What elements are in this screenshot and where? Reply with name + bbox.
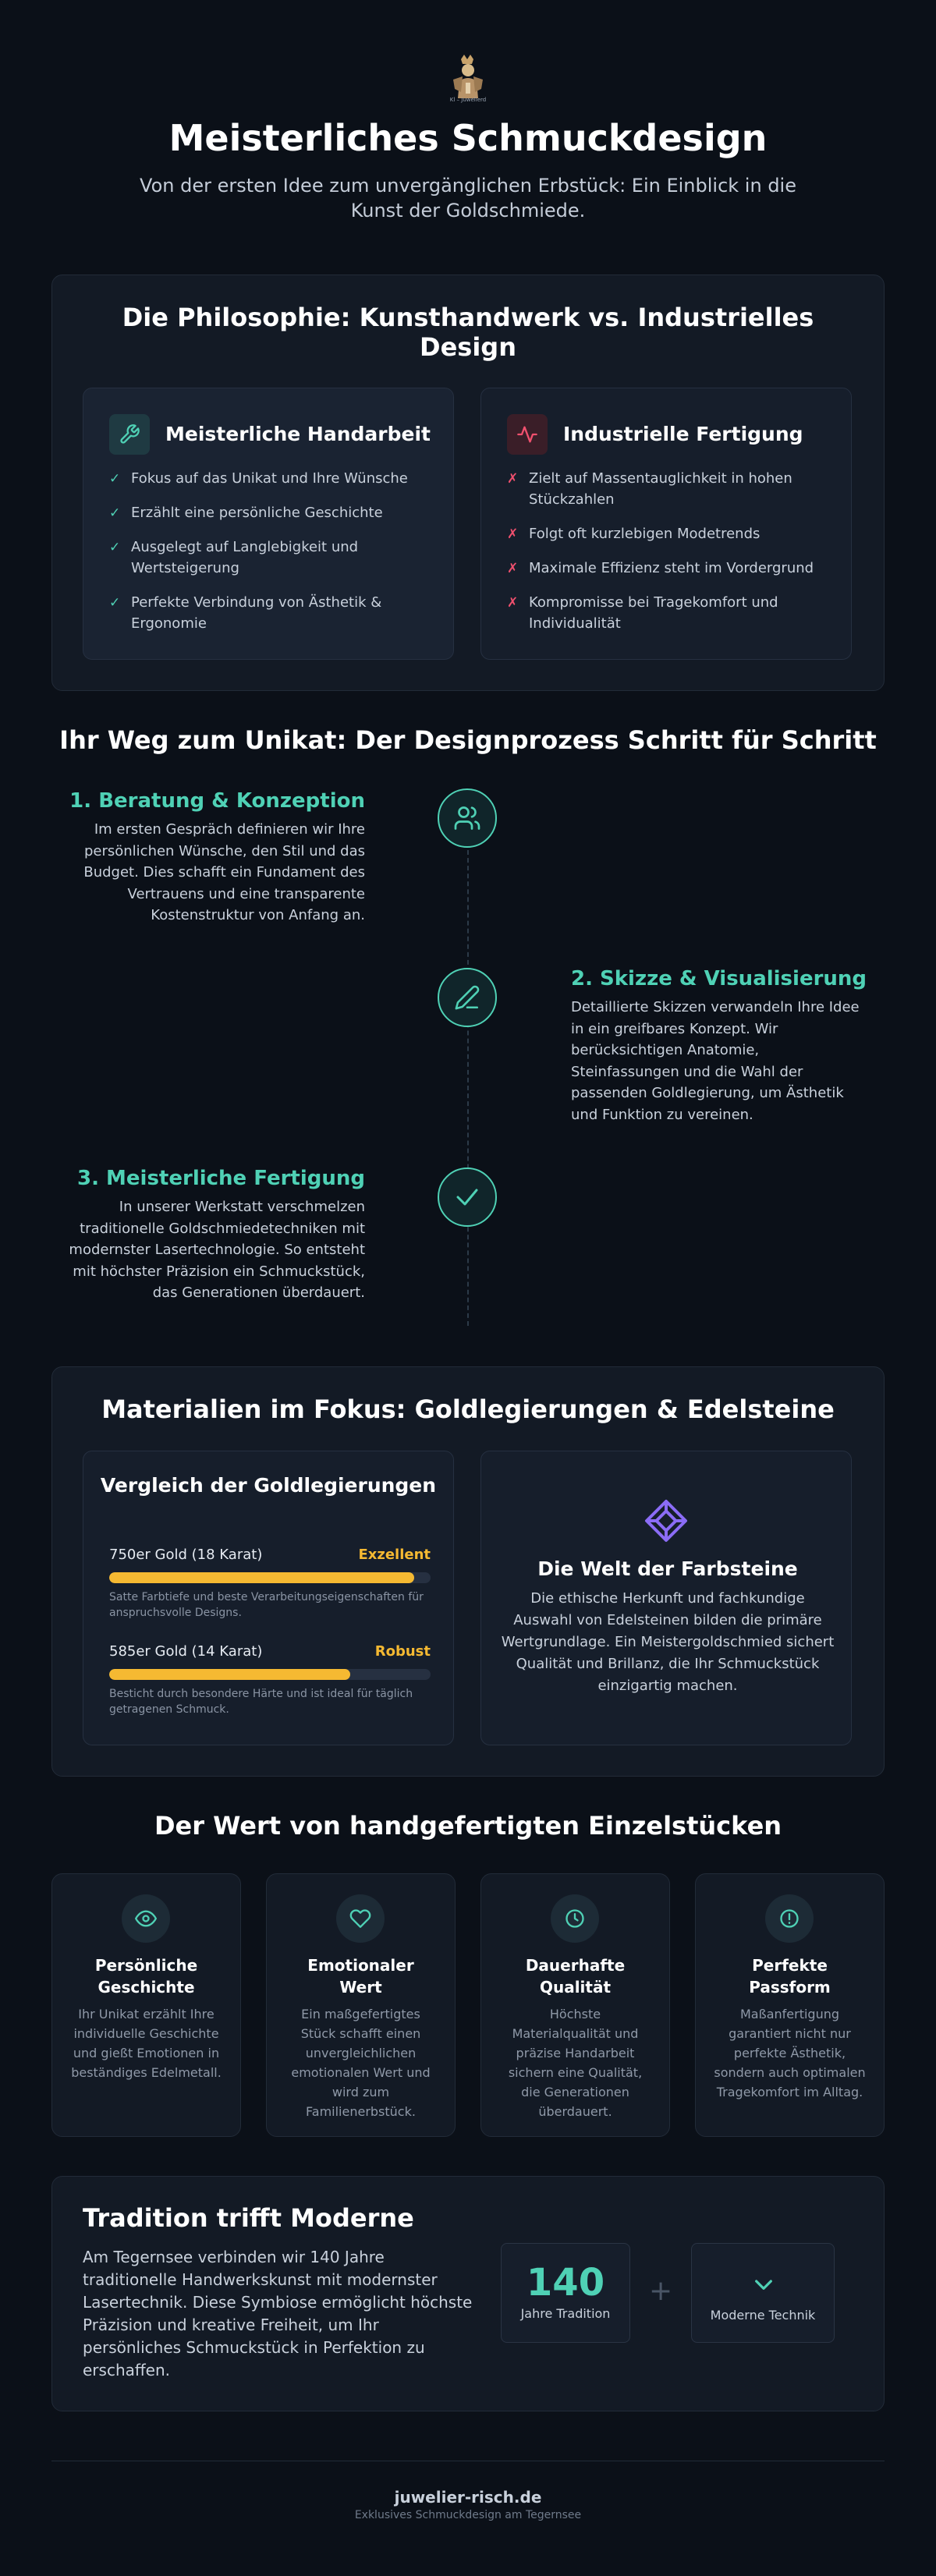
pulse-icon [507, 414, 548, 455]
gold-585-label: 585er Gold (14 Karat) [109, 1643, 263, 1660]
footer-site-name: juwelier-risch.de [394, 2488, 542, 2507]
handcraft-list [109, 468, 437, 647]
gold-title: Vergleich der Goldlegierungen [100, 1474, 437, 1497]
step-1-title: 1. Beratung & Konzeption [69, 789, 365, 813]
handcraft-title: Meisterliche Handarbeit [165, 423, 431, 445]
gold-750-label: 750er Gold (18 Karat) [109, 1547, 263, 1563]
users-icon [438, 788, 497, 848]
cross-mark-icon: ✗ [507, 526, 519, 542]
diamond-icon [643, 1497, 690, 1544]
years-number: 140 [526, 2261, 605, 2305]
gold-585-note: Besticht durch besondere Härte und ist ideal für täglich getragenen Schmuck. [109, 1688, 413, 1716]
years-label: Jahre Tradition [520, 2306, 611, 2321]
timeline-line [467, 850, 469, 1326]
check-mark-icon: ✓ [109, 540, 121, 555]
tradition-text: Am Tegernsee verbinden wir 140 Jahre traditionelle Handwerkskunst mit modernster Lasertechnik. Diese Symbiose ermöglicht höchste Präzision und kreative Freiheit, um Ihr persönliches Schmuckstück in Perfektion zu erschaffen. [83, 2248, 473, 2379]
step-3-title: 3. Meisterliche Fertigung [77, 1167, 365, 1190]
plus-sign: + [649, 2275, 673, 2307]
alert-circle-icon [765, 1894, 814, 1943]
cross-mark-icon: ✗ [507, 471, 519, 487]
philosophy-title: Die Philosophie: Kunsthandwerk vs. Industrielles Design [122, 303, 814, 362]
step-2-text: Detaillierte Skizzen verwandeln Ihre Idee in ein greifbares Konzept. Wir berücksichtigen Anatomie, Steinfassungen und die Wahl der passenden Goldlegierung, um Ästhetik und Funktion zu vereinen. [571, 999, 860, 1123]
check-mark-icon: ✓ [109, 471, 121, 487]
value-card-text: Ihr Unikat erzählt Ihre individuelle Geschichte und gießt Emotionen in beständiges Edelmetall. [71, 2007, 222, 2080]
value-card-text: Höchste Materialqualität und präzise Handarbeit sichern eine Qualität, die Generationen überdauert. [508, 2007, 643, 2119]
gold-750-bar [109, 1572, 431, 1583]
chevron-down-icon [751, 2272, 776, 2297]
check-icon [438, 1168, 497, 1227]
cross-mark-icon: ✗ [507, 595, 519, 611]
list-item: ✓ Perfekte Verbindung von Ästhetik & Ergonomie [109, 594, 382, 632]
tradition-title: Tradition trifft Moderne [83, 2203, 414, 2233]
step-2-title: 2. Skizze & Visualisierung [571, 967, 867, 990]
page-subtitle: Von der ersten Idee zum unvergänglichen Erbstück: Ein Einblick in die Kunst der Goldschmiede. [140, 175, 796, 221]
eye-icon [122, 1894, 170, 1943]
value-card-title: Perfekte Passform [749, 1956, 831, 1997]
gold-585-badge: Robust [374, 1643, 431, 1660]
cross-mark-icon: ✗ [507, 561, 519, 576]
stones-text: Die ethische Herkunft und fachkundige Auswahl von Edelsteinen bilden die primäre Wertgrundlage. Ein Meistergoldschmied sichert Qualität und Brillanz, die Ihr Schmuckstück einzigartig machen. [501, 1590, 835, 1694]
gold-750-badge: Exzellent [358, 1547, 431, 1563]
check-mark-icon: ✓ [109, 505, 121, 521]
list-item: ✗ Maximale Effizienz steht im Vordergrund [507, 558, 835, 579]
process-title: Ihr Weg zum Unikat: Der Designprozess Schritt für Schritt [59, 725, 877, 755]
years-stat [501, 2243, 630, 2343]
stones-title: Die Welt der Farbsteine [537, 1557, 798, 1580]
list-item: ✓ Ausgelegt auf Langlebigkeit und Wertsteigerung [109, 539, 359, 576]
value-card-text: Maßanfertigung garantiert nicht nur perfekte Ästhetik, sondern auch optimalen Tragekomfort im Alltag. [714, 2007, 866, 2099]
industrial-list [507, 468, 835, 647]
industrial-title: Industrielle Fertigung [563, 423, 803, 445]
wrench-icon [109, 414, 150, 455]
step-3-text: In unserer Werkstatt verschmelzen traditionelle Goldschmiedetechniken mit modernster Lasertechnologie. So entsteht mit höchster Präzision ein Schmuckstück, das Generationen überdauert. [69, 1199, 365, 1301]
list-item: ✓ Fokus auf das Unikat und Ihre Wünsche [109, 468, 437, 489]
footer-tagline: Exklusives Schmuckdesign am Tegernsee [354, 2509, 582, 2521]
materials-title: Materialien im Fokus: Goldlegierungen & Edelsteine [101, 1394, 835, 1424]
clock-icon [551, 1894, 599, 1943]
step-1-text: Im ersten Gespräch definieren wir Ihre persönlichen Wünsche, den Stil und das Budget. Dies schafft ein Fundament des Vertrauens und eine transparente Kostenstruktur von Anfang an. [83, 821, 365, 923]
list-item: ✓ Erzählt eine persönliche Geschichte [109, 502, 437, 523]
value-card-title: Dauerhafte Qualität [525, 1956, 626, 1997]
values-title: Der Wert von handgefertigten Einzelstücken [154, 1811, 782, 1841]
check-mark-icon: ✓ [109, 595, 121, 611]
heart-icon [336, 1894, 385, 1943]
gold-750-bar-fill [109, 1572, 414, 1583]
gold-750-note: Satte Farbtiefe und beste Verarbeitungseigenschaften für anspruchsvolle Designs. [109, 1591, 424, 1619]
value-card-title: Emotionaler Wert [307, 1956, 414, 1997]
modern-tech-stat [691, 2243, 835, 2343]
logo-label: Kl – Juwelierd [449, 97, 487, 103]
value-card-title: Persönliche Geschichte [94, 1956, 198, 1997]
gold-585-bar-fill [109, 1669, 350, 1680]
list-item: ✗ Folgt oft kurzlebigen Modetrends [507, 523, 835, 544]
list-item: ✗ Zielt auf Massentauglichkeit in hohen Stückzahlen [507, 470, 792, 508]
page-title: Meisterliches Schmuckdesign [168, 117, 768, 159]
value-card-text: Ein maßgefertigtes Stück schafft einen unvergleichlichen emotionalen Wert und wird zum Familienerbstück. [291, 2007, 431, 2119]
gold-585-bar [109, 1669, 431, 1680]
modern-tech-label: Moderne Technik [710, 2308, 816, 2323]
pencil-icon [438, 968, 497, 1027]
list-item: ✗ Kompromisse bei Tragekomfort und Individualität [507, 594, 778, 632]
